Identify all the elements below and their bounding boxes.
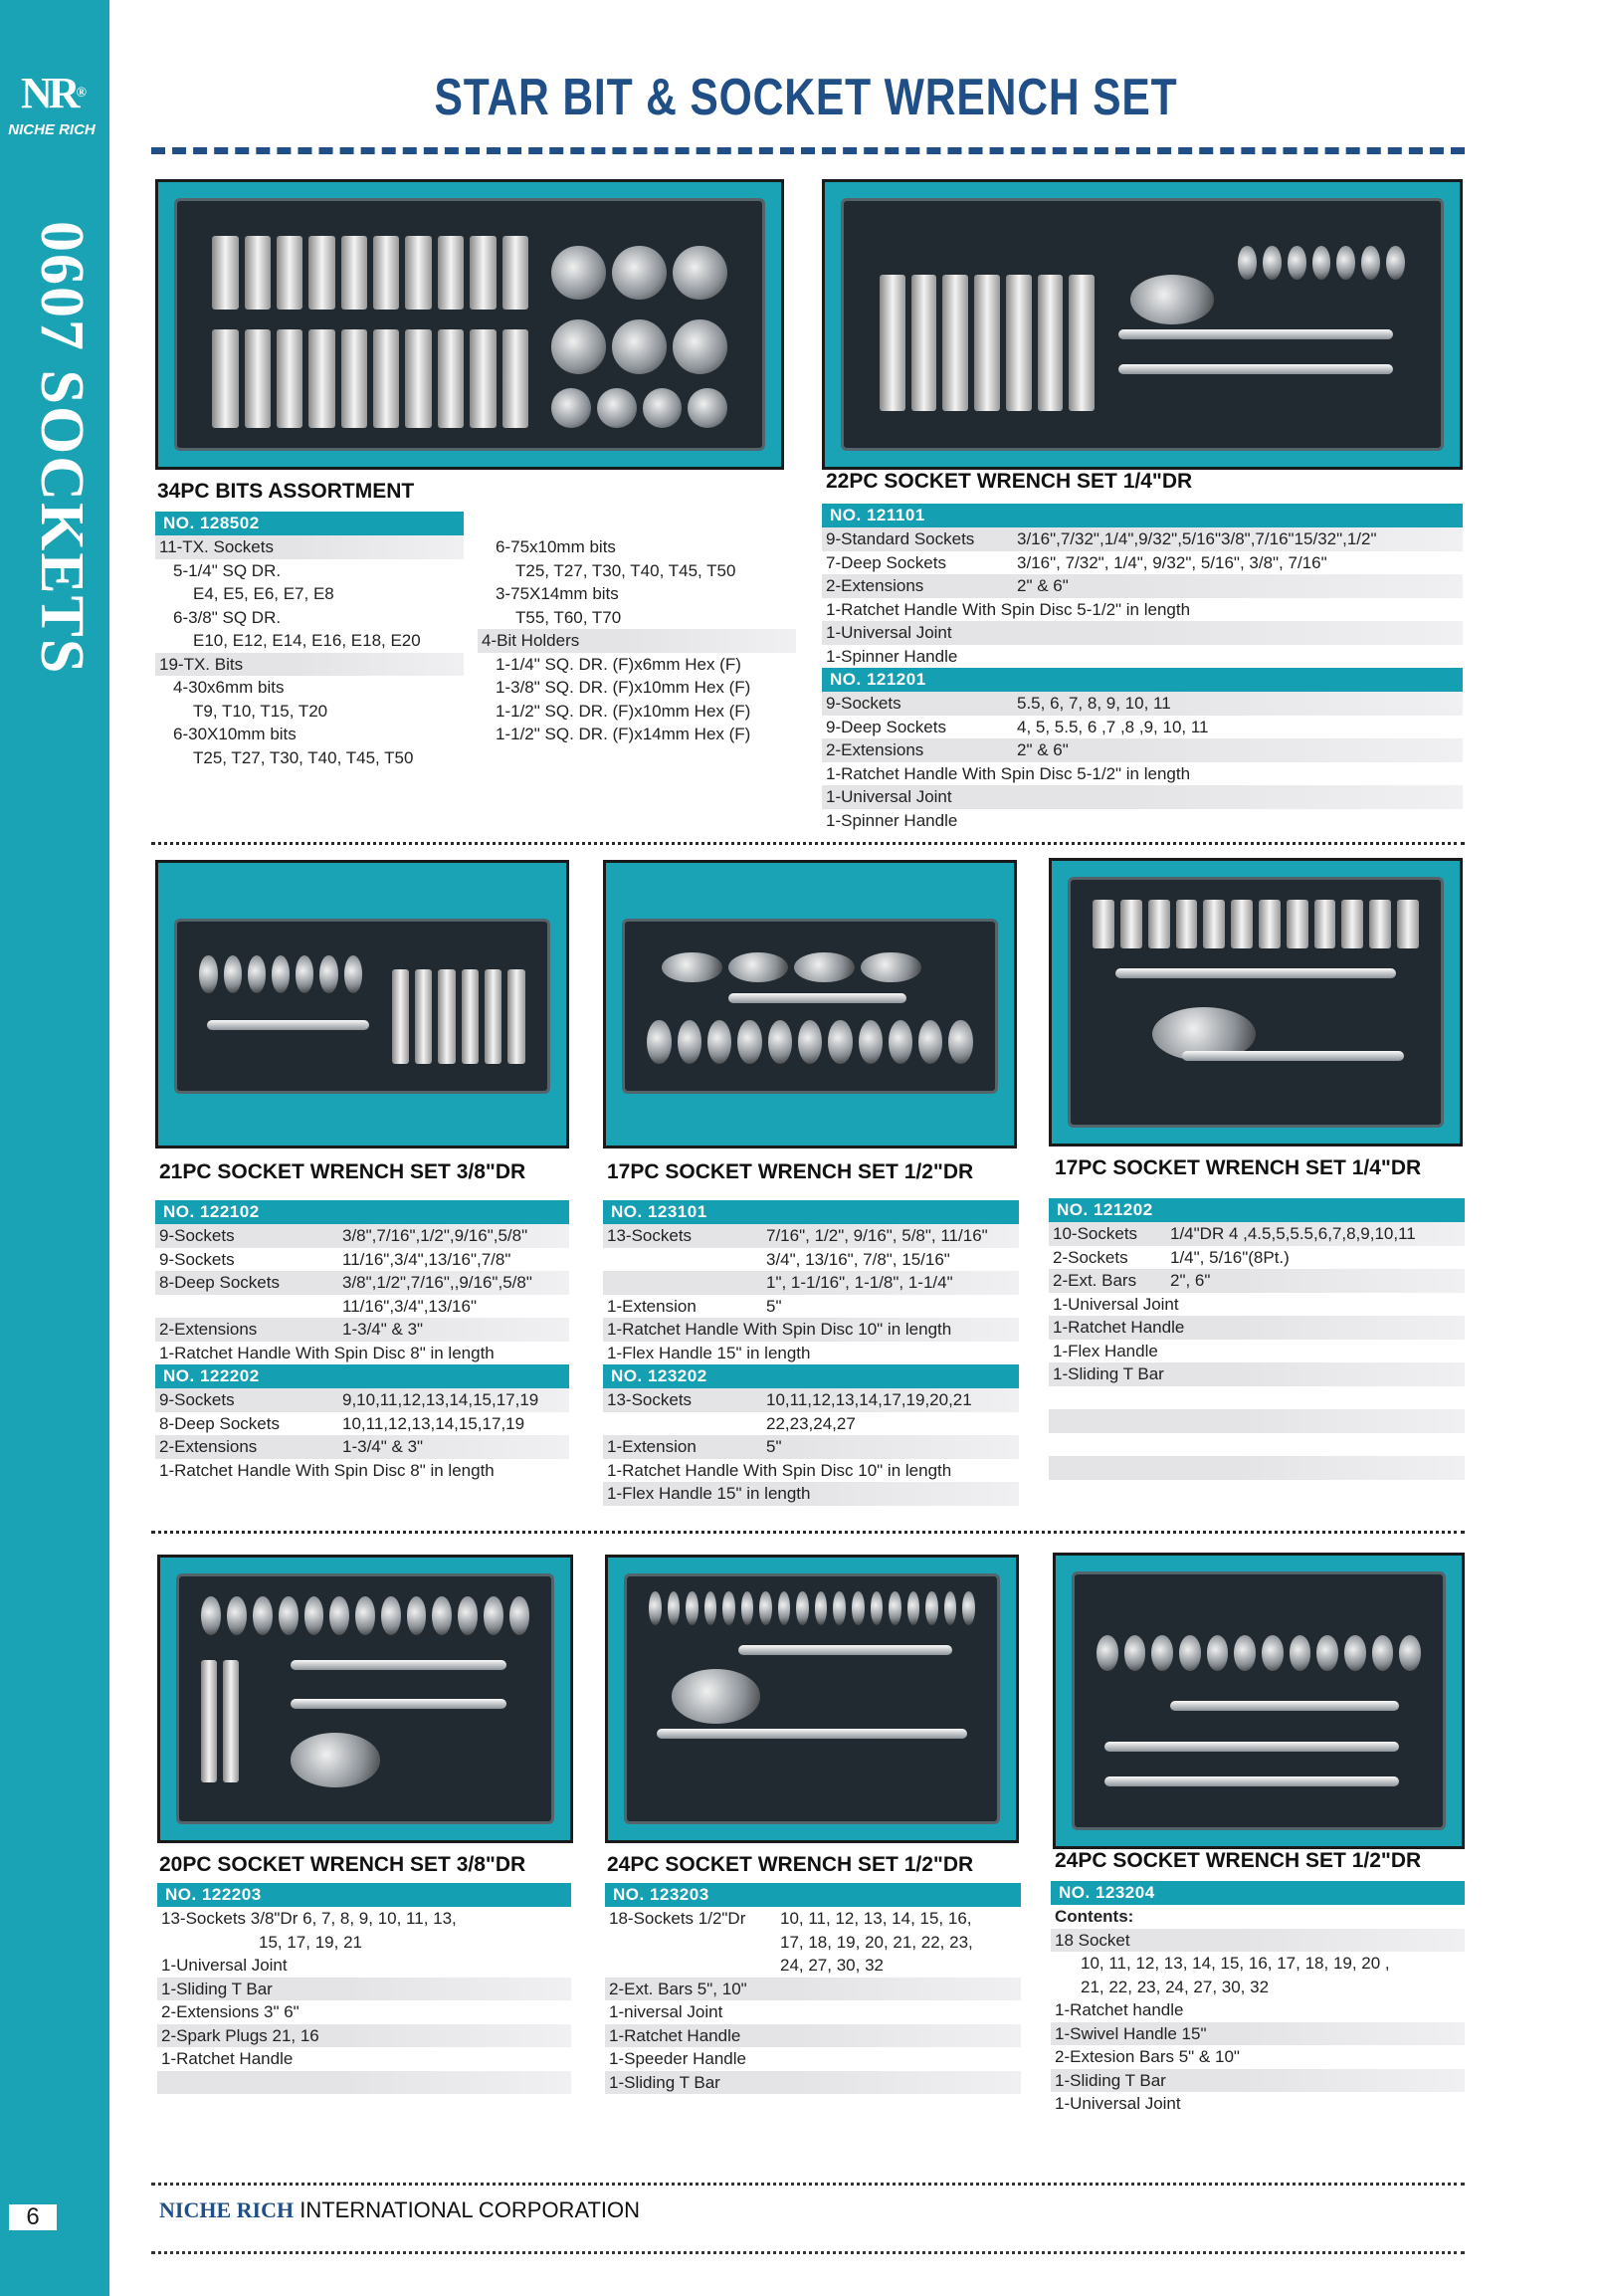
spec-label: [157, 2071, 161, 2095]
spec-label: [603, 1271, 766, 1295]
spec-line: [155, 1459, 569, 1483]
spec-label: 1-Ratchet Handle With Spin Disc 10" in length: [607, 1320, 952, 1339]
spec-label: [1051, 1952, 1081, 1976]
spec-line: [603, 1224, 1019, 1248]
spec-label: [157, 1931, 259, 1955]
item-number: NO. 123203: [605, 1883, 1021, 1907]
spec-line: [1051, 1952, 1465, 1976]
socket-tray-image: [841, 198, 1444, 451]
section-title-text: 0607 SOCKETS: [28, 221, 96, 676]
spec-line: [603, 1412, 1019, 1436]
spec-line: [1049, 1409, 1465, 1433]
spec-label: 4-30x6mm bits: [173, 678, 285, 697]
spec-label: 1-Universal Joint: [161, 1956, 288, 1975]
product-photo-121202: [1049, 858, 1463, 1147]
spec-label: 3-75X14mm bits: [496, 584, 619, 603]
section-divider: [151, 842, 1465, 845]
footer-divider: [151, 2251, 1465, 2254]
spec-label: 6-75x10mm bits: [496, 537, 616, 556]
spec-line: [1051, 1929, 1465, 1953]
spec-value: 22,23,24,27: [766, 1413, 856, 1433]
spec-line: [155, 1342, 569, 1365]
spec-table-p3: [155, 1200, 569, 1482]
spec-label: 1-Ratchet Handle: [609, 2025, 741, 2045]
product-title-121202: 17PC SOCKET WRENCH SET 1/4"DR: [1055, 1156, 1422, 1179]
footer: [159, 2197, 640, 2223]
spec-value: 3/16",7/32",1/4",9/32",5/16"3/8",7/16"15/32",1/2": [1017, 529, 1377, 548]
spec-value: 3/4", 13/16", 7/8", 15/16": [766, 1249, 950, 1269]
spec-line: [1051, 1905, 1465, 1929]
spec-line: [603, 1295, 1019, 1319]
spec-line: [155, 606, 464, 630]
spec-line: [155, 582, 464, 606]
spec-line: [155, 1412, 569, 1436]
spec-label: E10, E12, E14, E16, E18, E20: [193, 631, 421, 650]
spec-line: [1049, 1362, 1465, 1386]
spec-label: 7-Deep Sockets: [826, 552, 946, 572]
spec-value: 9,10,11,12,13,14,15,17,19: [342, 1390, 539, 1409]
spec-label: 9-Sockets: [826, 694, 901, 713]
product-photo-123203: [605, 1555, 1019, 1843]
spec-label: 13-Sockets: [607, 1226, 693, 1245]
spec-label: 1-Ratchet handle: [1055, 2000, 1184, 2019]
spec-label: 5-1/4" SQ DR.: [173, 560, 282, 580]
socket-tray-image: [624, 1573, 1000, 1824]
product-photo-123101: [603, 860, 1017, 1148]
socket-tray-image: [176, 1573, 554, 1824]
spec-line: [157, 2047, 571, 2071]
spec-line: [822, 716, 1463, 739]
spec-value: 17, 18, 19, 20, 21, 22, 23,: [780, 1932, 973, 1952]
spec-label: 1-Extension: [607, 1296, 697, 1316]
spec-label: 9-Deep Sockets: [826, 717, 946, 736]
spec-line: [603, 1459, 1019, 1483]
spec-label: [1049, 1409, 1053, 1433]
item-number: NO. 121201: [822, 668, 1463, 692]
spec-label: 1-Ratchet Handle With Spin Disc 10" in length: [607, 1460, 952, 1480]
spec-label: 18 Socket: [1055, 1930, 1130, 1950]
spec-line: [822, 785, 1463, 809]
page-number: 6: [8, 2203, 58, 2231]
spec-line: [1049, 1433, 1465, 1457]
product-photo-123204: [1053, 1553, 1465, 1849]
spec-line: [155, 700, 464, 724]
spec-table-p6: [157, 1883, 571, 2094]
spec-label: 2-Extensions: [159, 1320, 258, 1339]
spec-line: [478, 606, 796, 630]
spec-line: [1051, 1998, 1465, 2022]
spec-line: [822, 621, 1463, 645]
spec-label: 2-Spark Plugs 21, 16: [161, 2025, 319, 2045]
spec-label: 13-Sockets: [607, 1390, 693, 1409]
spec-line: [157, 2024, 571, 2048]
title-divider: [151, 147, 1465, 154]
page-title: STAR BIT & SOCKET WRENCH SET: [434, 69, 1178, 126]
spec-table-128502-left: [155, 512, 464, 769]
item-number: NO. 122102: [155, 1200, 569, 1224]
spec-line: [155, 1295, 569, 1319]
spec-line: [478, 723, 796, 746]
spec-value: 2" & 6": [1017, 576, 1069, 595]
spec-line: [822, 551, 1463, 575]
sidebar: [0, 0, 109, 2296]
spec-line: [157, 2000, 571, 2024]
spec-label: 1-Sliding T Bar: [1055, 2070, 1166, 2090]
spec-label: 1-Extension: [607, 1437, 697, 1456]
spec-line: [1049, 1480, 1465, 1504]
spec-label: 1-Universal Joint: [826, 787, 952, 806]
spec-label: 1-Flex Handle: [1053, 1341, 1158, 1360]
spec-line: [603, 1482, 1019, 1506]
spec-label: 2-Extensions: [159, 1437, 258, 1456]
spec-value: 1-3/4" & 3": [342, 1320, 424, 1339]
spec-value: 1/4", 5/16"(8Pt.): [1170, 1247, 1290, 1267]
spec-label: 1-Universal Joint: [1053, 1294, 1179, 1314]
spec-label: [1049, 1456, 1053, 1480]
socket-tray-image: [1072, 1571, 1446, 1830]
spec-line: [1049, 1340, 1465, 1363]
spec-label: T25, T27, T30, T40, T45, T50: [515, 560, 736, 580]
spec-label: 1-Ratchet Handle With Spin Disc 5-1/2" in length: [826, 599, 1191, 619]
spec-value: 11/16",3/4",13/16": [342, 1296, 478, 1316]
spec-line: [822, 762, 1463, 786]
spec-label: [605, 1954, 780, 1978]
spec-line: [1049, 1246, 1465, 1270]
spec-label: T9, T10, T15, T20: [193, 701, 328, 721]
footer-brand: NICHE RICH: [159, 2197, 295, 2222]
spec-label: 1-Flex Handle 15" in length: [607, 1484, 811, 1503]
spec-line: [155, 1224, 569, 1248]
spec-label: 1-Flex Handle 15" in length: [607, 1343, 811, 1362]
item-number: NO. 122203: [157, 1883, 571, 1907]
spec-value: 15, 17, 19, 21: [259, 1932, 362, 1952]
item-number: NO. 123204: [1051, 1881, 1465, 1905]
spec-line: [155, 1318, 569, 1342]
spec-value: 10, 11, 12, 13, 14, 15, 16, 17, 18, 19, 20 ,: [1081, 1954, 1390, 1973]
spec-line: [605, 2071, 1021, 2095]
spec-value: 24, 27, 30, 32: [780, 1956, 884, 1975]
spec-line: [478, 582, 796, 606]
spec-label: 2-Sockets: [1053, 1247, 1128, 1267]
spec-value: 10,11,12,13,14,15,17,19: [342, 1413, 525, 1433]
section-title: [26, 221, 96, 738]
spec-line: [603, 1271, 1019, 1295]
product-photo-128502: [155, 179, 784, 470]
spec-value: 7/16", 1/2", 9/16", 5/8", 11/16": [766, 1226, 988, 1245]
spec-value: 2", 6": [1170, 1271, 1211, 1290]
spec-line: [155, 629, 464, 653]
spec-label: 13-Sockets 3/8"Dr 6, 7, 8, 9, 10, 11, 13,: [161, 1909, 457, 1928]
product-title-123203: 24PC SOCKET WRENCH SET 1/2"DR: [607, 1853, 974, 1876]
spec-label: 1-Universal Joint: [1055, 2094, 1181, 2113]
spec-label: [603, 1412, 766, 1436]
spec-line: [478, 559, 796, 583]
spec-value: 10,11,12,13,14,17,19,20,21: [766, 1390, 972, 1409]
item-number: NO. 121101: [822, 504, 1463, 527]
spec-line: [478, 629, 796, 653]
product-title-122102: 21PC SOCKET WRENCH SET 3/8"DR: [159, 1160, 526, 1183]
spec-line: [1051, 1976, 1465, 1999]
spec-value: 3/8",1/2",7/16",,9/16",5/8": [342, 1273, 532, 1292]
spec-line: [603, 1248, 1019, 1272]
spec-label: 1-1/4" SQ. DR. (F)x6mm Hex (F): [496, 654, 741, 674]
spec-label: 10-Sockets: [1053, 1224, 1138, 1243]
spec-label: 1-3/8" SQ. DR. (F)x10mm Hex (F): [496, 678, 751, 697]
spec-label: [1051, 1976, 1081, 1999]
spec-label: E4, E5, E6, E7, E8: [193, 584, 334, 603]
spec-value: 5": [766, 1437, 782, 1456]
spec-label: [1049, 1480, 1053, 1504]
spec-line: [603, 1388, 1019, 1412]
spec-line: [605, 2000, 1021, 2024]
item-number: NO. 128502: [155, 512, 464, 535]
spec-line: [155, 723, 464, 746]
item-number: NO. 121202: [1049, 1198, 1465, 1222]
spec-label: 1-Ratchet Handle With Spin Disc 8" in length: [159, 1460, 495, 1480]
spec-value: 4, 5, 5.5, 6 ,7 ,8 ,9, 10, 11: [1017, 717, 1209, 736]
spec-line: [478, 700, 796, 724]
spec-table-p5: [1049, 1198, 1465, 1503]
spec-line: [478, 535, 796, 559]
product-title-128502: 34PC BITS ASSORTMENT: [157, 480, 415, 503]
spec-line: [822, 738, 1463, 762]
spec-label: [1049, 1386, 1053, 1410]
spec-line: [155, 746, 464, 770]
spec-label: 9-Sockets: [159, 1226, 235, 1245]
spec-label: 1-Sliding T Bar: [161, 1979, 273, 1998]
spec-line: [155, 653, 464, 677]
spec-line: [1051, 2069, 1465, 2093]
spec-line: [1049, 1316, 1465, 1340]
section-divider: [151, 1531, 1465, 1534]
product-title-121101: 22PC SOCKET WRENCH SET 1/4"DR: [826, 470, 1193, 493]
spec-label: 1-Ratchet Handle: [161, 2049, 294, 2068]
spec-label: [1049, 1433, 1053, 1457]
product-photo-121101: [822, 179, 1463, 470]
spec-line: [822, 809, 1463, 833]
spec-line: [157, 2071, 571, 2095]
spec-label: 18-Sockets 1/2"Dr: [609, 1909, 746, 1928]
spec-line: [605, 1907, 1021, 1931]
spec-line: [155, 1388, 569, 1412]
spec-line: [605, 2024, 1021, 2048]
spec-label: T25, T27, T30, T40, T45, T50: [193, 747, 414, 767]
product-photo-122203: [157, 1555, 573, 1843]
spec-line: [155, 676, 464, 700]
product-title-122203: 20PC SOCKET WRENCH SET 3/8"DR: [159, 1853, 526, 1876]
spec-label: 8-Deep Sockets: [159, 1413, 280, 1433]
spec-label: [605, 1931, 780, 1955]
spec-line: [603, 1318, 1019, 1342]
spec-line: [1049, 1269, 1465, 1293]
item-number: NO. 123101: [603, 1200, 1019, 1224]
spec-line: [1049, 1293, 1465, 1317]
spec-line: [1049, 1456, 1465, 1480]
spec-line: [822, 527, 1463, 551]
spec-line: [822, 692, 1463, 716]
spec-label: 19-TX. Bits: [159, 654, 244, 674]
spec-label: 1-Ratchet Handle With Spin Disc 8" in length: [159, 1343, 495, 1362]
spec-line: [155, 559, 464, 583]
footer-divider: [151, 2183, 1465, 2186]
item-number: NO. 123202: [603, 1364, 1019, 1388]
spec-label: 2-Ext. Bars: [1053, 1271, 1137, 1290]
spec-value: 5.5, 6, 7, 8, 9, 10, 11: [1017, 694, 1171, 713]
spec-line: [1051, 2092, 1465, 2116]
spec-line: [603, 1342, 1019, 1365]
spec-label: 11-TX. Sockets: [159, 537, 274, 556]
spec-line: [155, 1248, 569, 1272]
spec-line: [155, 535, 464, 559]
spec-line: [157, 1907, 571, 1931]
spec-line: [157, 1954, 571, 1978]
spec-value: 3/16", 7/32", 1/4", 9/32", 5/16", 3/8", 7/16": [1017, 552, 1327, 572]
spec-label: 6-30X10mm bits: [173, 725, 297, 743]
socket-tray-image: [174, 919, 550, 1094]
spec-table-p2: [822, 504, 1463, 832]
spec-label: 9-Standard Sockets: [826, 529, 975, 548]
spec-table-p8: [1051, 1881, 1465, 2116]
footer-company: INTERNATIONAL CORPORATION: [300, 2197, 641, 2222]
spec-label: 1-Spinner Handle: [826, 810, 958, 830]
spec-label: 1-Ratchet Handle: [1053, 1318, 1185, 1337]
bit-tray-image: [174, 198, 765, 451]
spec-value: 1/4"DR 4 ,4.5,5,5.5,6,7,8,9,10,11: [1170, 1224, 1416, 1243]
spec-line: [157, 1978, 571, 2001]
spec-label: 1-niversal Joint: [609, 2002, 723, 2021]
spec-label: 1-Universal Joint: [826, 623, 952, 642]
spec-label: 6-3/8" SQ DR.: [173, 607, 282, 627]
spec-line: [1049, 1222, 1465, 1246]
spec-line: [605, 1931, 1021, 1955]
spec-line: [822, 598, 1463, 622]
spec-line: [1049, 1386, 1465, 1410]
spec-line: [1051, 2045, 1465, 2069]
spec-line: [1051, 2022, 1465, 2046]
spec-label: 1-1/2" SQ. DR. (F)x14mm Hex (F): [496, 725, 751, 743]
spec-label: 1-1/2" SQ. DR. (F)x10mm Hex (F): [496, 701, 751, 721]
spec-label: Contents:: [1055, 1907, 1134, 1926]
spec-value: 1", 1-1/16", 1-1/8", 1-1/4": [766, 1273, 953, 1292]
spec-line: [605, 1978, 1021, 2001]
socket-tray-image: [1068, 877, 1444, 1128]
spec-table-128502-right: [478, 535, 796, 746]
spec-value: 1-3/4" & 3": [342, 1437, 424, 1456]
spec-line: [155, 1271, 569, 1295]
spec-value: 10, 11, 12, 13, 14, 15, 16,: [780, 1909, 972, 1928]
spec-label: [603, 1248, 766, 1272]
brand-name: NICHE RICH: [8, 121, 96, 138]
spec-label: 1-Ratchet Handle With Spin Disc 5-1/2" in length: [826, 763, 1191, 783]
spec-label: 2-Extensions 3" 6": [161, 2002, 300, 2021]
spec-value: 21, 22, 23, 24, 27, 30, 32: [1081, 1977, 1270, 1996]
product-title-123101: 17PC SOCKET WRENCH SET 1/2"DR: [607, 1160, 974, 1183]
spec-label: 1-Swivel Handle 15": [1055, 2023, 1207, 2043]
spec-value: 5": [766, 1296, 782, 1316]
spec-line: [603, 1435, 1019, 1459]
spec-label: 1-Speeder Handle: [609, 2049, 746, 2068]
spec-line: [478, 653, 796, 677]
spec-label: 2-Ext. Bars 5", 10": [609, 1979, 747, 1998]
socket-tray-image: [622, 919, 998, 1094]
spec-label: 2-Extensions: [826, 576, 924, 595]
spec-line: [478, 676, 796, 700]
spec-label: 8-Deep Sockets: [159, 1273, 280, 1292]
registered-mark: ®: [76, 86, 84, 101]
spec-line: [605, 2047, 1021, 2071]
item-number: NO. 122202: [155, 1364, 569, 1388]
spec-label: 9-Sockets: [159, 1390, 235, 1409]
spec-value: 2" & 6": [1017, 740, 1069, 759]
spec-line: [157, 1931, 571, 1955]
spec-table-p7: [605, 1883, 1021, 2094]
spec-value: 3/8",7/16",1/2",9/16",5/8": [342, 1226, 528, 1245]
spec-line: [822, 574, 1463, 598]
product-title-123204: 24PC SOCKET WRENCH SET 1/2"DR: [1055, 1849, 1422, 1872]
spec-line: [155, 1435, 569, 1459]
spec-label: 1-Sliding T Bar: [1053, 1364, 1164, 1383]
spec-table-p4: [603, 1200, 1019, 1506]
spec-label: 9-Sockets: [159, 1249, 235, 1269]
spec-line: [822, 645, 1463, 669]
spec-label: [155, 1295, 342, 1319]
spec-label: 4-Bit Holders: [482, 631, 580, 650]
spec-label: T55, T60, T70: [515, 607, 622, 627]
spec-label: 1-Spinner Handle: [826, 646, 958, 666]
spec-label: 2-Extensions: [826, 740, 924, 759]
spec-label: 1-Sliding T Bar: [609, 2072, 720, 2092]
brand-mark: NR: [20, 69, 77, 117]
spec-line: [605, 1954, 1021, 1978]
spec-label: 2-Extesion Bars 5" & 10": [1055, 2047, 1240, 2066]
product-photo-122102: [155, 860, 569, 1148]
spec-value: 11/16",3/4",13/16",7/8": [342, 1249, 511, 1269]
brand-logo: [4, 70, 100, 138]
